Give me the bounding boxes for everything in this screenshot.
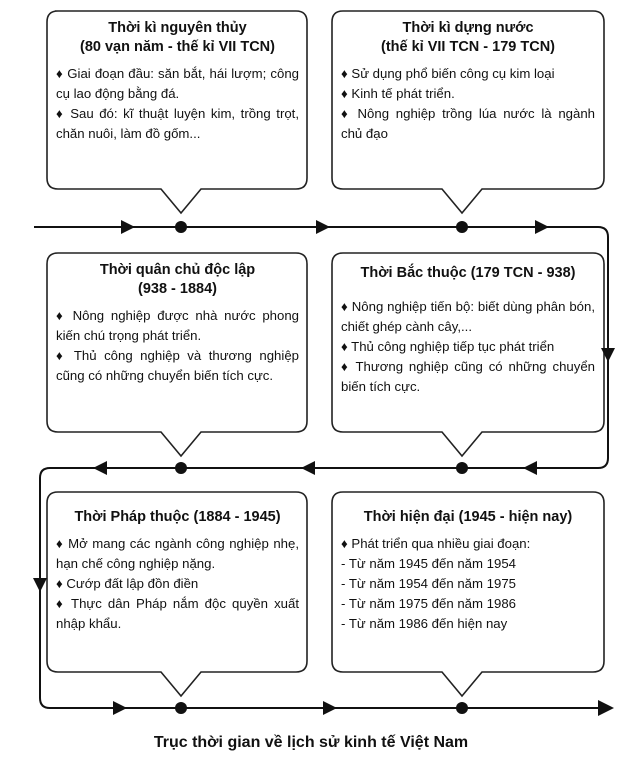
period-box-modern	[341, 508, 595, 634]
period-title-line2: (thế kỉ VII TCN - 179 TCN)	[380, 39, 556, 55]
period-item: - Từ năm 1975 đến năm 1986	[341, 596, 517, 611]
arrow-right-row1-b	[316, 220, 330, 234]
arrow-left-row2-c	[93, 461, 107, 475]
period-item: ♦ Sau đó: kĩ thuật luyện kim, trồng trọt, chăn nuôi, làm đồ gốm...	[56, 106, 299, 141]
period-title-line1: Thời hiện đại (1945 - hiện nay)	[363, 509, 573, 525]
period-item: ♦ Thương nghiệp cũng có những chuyển biến tích cực.	[341, 359, 595, 394]
period-box-nation-building	[341, 19, 595, 144]
arrow-right-row3-a	[113, 701, 127, 715]
period-item: ♦ Kinh tế phát triển.	[341, 86, 455, 101]
period-title-line2: (938 - 1884)	[138, 281, 217, 297]
arrow-down-right-side	[601, 348, 615, 362]
period-title-line1: Thời Bắc thuộc (179 TCN - 938)	[360, 265, 576, 281]
period-title-line1: Thời Pháp thuộc (1884 - 1945)	[74, 509, 281, 525]
period-title	[56, 261, 299, 299]
period-title-line1: Thời kì nguyên thủy	[108, 20, 247, 36]
period-item: - Từ năm 1945 đến năm 1954	[341, 556, 517, 571]
period-title	[341, 508, 595, 527]
arrow-down-left-side	[33, 578, 47, 592]
period-box-primitive	[56, 19, 299, 144]
arrow-left-row2-b	[301, 461, 315, 475]
diagram-caption: Trục thời gian về lịch sử kinh tế Việt Nam	[153, 734, 469, 751]
period-item: ♦ Nông nghiệp tiến bộ: biết dùng phân bón, chiết ghép cành cây,...	[341, 299, 595, 334]
period-item: ♦ Nông nghiệp trồng lúa nước là ngành chủ đạo	[341, 106, 595, 141]
period-item: ♦ Nông nghiệp được nhà nước phong kiến chú trọng phát triển.	[56, 308, 299, 343]
period-box-french-colonial	[56, 508, 299, 634]
period-item: ♦ Thực dân Pháp nắm độc quyền xuất nhập khẩu.	[56, 596, 299, 631]
arrow-left-row2-a	[523, 461, 537, 475]
period-item: ♦ Giai đoạn đầu: săn bắt, hái lượm; công cụ lao động bằng đá.	[56, 66, 299, 101]
arrow-right-row1-a	[121, 220, 135, 234]
period-box-independent-monarchy	[56, 261, 299, 386]
period-title-line1: Thời kì dựng nước	[402, 20, 534, 36]
period-item: ♦ Thủ công nghiệp tiếp tục phát triển	[341, 339, 555, 354]
period-title-line2: (80 vạn năm - thế kỉ VII TCN)	[80, 39, 275, 55]
arrow-right-row1-c	[535, 220, 549, 234]
arrow-right-row3-b	[323, 701, 337, 715]
timeline-dot-4	[175, 702, 187, 714]
timeline-dot-1	[456, 221, 468, 233]
period-item: ♦ Mở mang các ngành công nghiệp nhẹ, hạn chế công nghiệp nặng.	[56, 536, 299, 571]
period-title-line1: Thời quân chủ độc lập	[99, 262, 256, 278]
timeline-dot-5	[456, 702, 468, 714]
period-item: ♦ Phát triển qua nhiều giai đoạn:	[341, 536, 531, 551]
period-item: - Từ năm 1954 đến năm 1975	[341, 576, 517, 591]
period-title	[341, 264, 595, 283]
timeline-dot-3	[456, 462, 468, 474]
period-item: - Từ năm 1986 đến hiện nay	[341, 616, 508, 631]
period-item: ♦ Cướp đất lập đồn điền	[56, 576, 199, 591]
period-box-chinese-domination	[341, 264, 595, 397]
timeline-dot-2	[175, 462, 187, 474]
period-item: ♦ Sử dụng phổ biến công cụ kim loại	[341, 66, 555, 81]
period-title	[56, 19, 299, 57]
arrow-right-row3-end	[598, 700, 614, 716]
period-title	[341, 19, 595, 57]
timeline-dot-0	[175, 221, 187, 233]
period-item: ♦ Thủ công nghiệp và thương nghiệp cũng có những chuyển biến tích cực.	[56, 348, 299, 383]
period-title	[56, 508, 299, 527]
